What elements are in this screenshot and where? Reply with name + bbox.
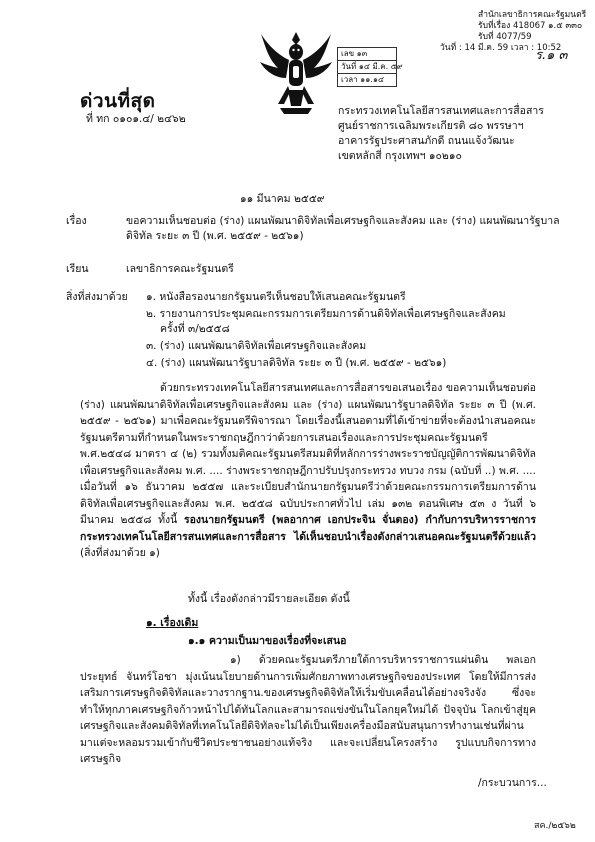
center-stamp-row: วันที่ ๑๔ มี.ค. ๕๙ [338,61,396,74]
sender-address-line: ศูนย์ราชการเฉลิมพระเกียรติ ๘๐ พรรษาฯ [338,120,524,132]
center-stamp [337,47,403,87]
sender-address-line: กระทรวงเทคโนโลยีสารสนเทศและการสื่อสาร [338,105,544,117]
sender-address [338,104,544,164]
recipient-label: เรียน [66,263,89,275]
details-intro: ทั้งนี้ เรื่องดังกล่าวมีรายละเอียด ดังนี้ [188,593,350,605]
subject-line: ขอความเห็นชอบต่อ (ร่าง) แผนพัฒนาดิจิทัลเพื่อเศรษฐกิจและสังคม และ (ร่าง) แผนพัฒนารัฐบาล [126,215,560,227]
subject-label: เรื่อง [66,215,87,227]
receipt-stamp-date: วันที่ : 14 มี.ค. 59 เวลา : 10:52 [440,43,562,53]
enclosure-list [146,290,506,371]
footer-code: สค./๒๕๖๒ [534,821,576,831]
section-title: ๑. เรื่องเดิม [146,617,199,629]
letter-date: ๑๑ มีนาคม ๒๕๕๙ [240,193,325,205]
receipt-stamp-number: รับที่เรื่อง 418067 ๑.๕ ๓๓๐ [478,21,583,31]
body-paragraph [80,380,536,562]
sender-address-line: เขตหลักสี่ กรุงเทพฯ ๑๐๒๑๐ [338,150,462,162]
enclosure-item: ๔. (ร่าง) แผนพัฒนารัฐบาลดิจิทัล ระยะ ๓ ปี (พ.ศ. ๒๕๕๙ - ๒๕๖๑) [146,357,447,369]
subject-text [126,214,560,244]
sender-address-line: อาคารรัฐประศาสนภักดี ถนนแจ้งวัฒนะ [338,135,515,147]
receipt-stamp-number-2: รับที่ 4077/59 [478,32,532,42]
body-tail: (สิ่งที่ส่งมาด้วย ๑) [80,547,160,559]
receipt-stamp [440,10,587,54]
recipient-text: เลขาธิการคณะรัฐมนตรี [126,263,234,275]
receipt-stamp-org: สำนักเลขาธิการคณะรัฐมนตรี [478,10,587,20]
enclosure-item: ๑. หนังสือรองนายกรัฐมนตรีเห็นชอบให้เสนอคณะรัฐมนตรี [146,291,406,303]
body-bold-text: รองนายกรัฐมนตรี (พลอากาศ เอกประจิน จั่นตอง) กำกับการบริหารราชการกระทรวงเทคโนโลยีสารสนเทศและการสื่อสาร ได้เห็นชอบนำเรื่องดังกล่าวเสนอคณะรัฐมนตรีด้วยแล้ว [80,514,536,543]
continued-marker: /กระบวนการ... [478,777,547,789]
subsection-heading: ๑.๑ ความเป็นมาของเรื่องที่จะเสนอ [188,635,347,647]
enclosure-item: ๒. รายงานการประชุมคณะกรรมการเตรียมการด้านดิจิทัลเพื่อเศรษฐกิจและสังคม [146,308,506,320]
section-heading [146,616,198,631]
enclosure-item: ครั้งที่ ๓/๒๕๕๘ [160,323,230,335]
enclosures-label: สิ่งที่ส่งมาด้วย [66,291,128,303]
urgency-label: ด่วนที่สุด [80,90,156,112]
document-number: ที่ ทก ๐๑๐๑.๔/ ๒๔๖๒ [86,113,186,125]
center-stamp-row: เลข ๑๓ [338,48,396,61]
sub-paragraph: ๑) ด้วยคณะรัฐมนตรีภายใต้การบริหารราชการแผ่นดิน พลเอก ประยุทธ์ จันทร์โอชา มุ่งเน้นนโยบายด้านการเพิ่มศักยภาพทางเศรษฐกิจของประเทศ โดยให้มีการส่งเสริมการเศรษฐกิจดิจิทัลและวางรากฐาน.ของเศรษฐกิจดิจิทัลให้เริ่มขับเคลื่อนได้อย่างจริงจัง ซึ่งจะทำให้ทุกภาคเศรษฐกิจก้าวหน้าไปได้ทันโลกและสามารถแข่งขันในโลกยุคใหม่ได้ ปัจจุบัน โลกเข้าสู่ยุคเศรษฐกิจและสังคมดิจิทัลที่เทคโนโลยีดิจิทัลจะไม่ได้เป็นเพียงเครื่องมือสนับสนุนการทำงานเช่นที่ผ่านมาแต่จะหลอมรวมเข้ากับชีวิตประชาชนอย่างแท้จริง และจะเปลี่ยนโครงสร้าง รูปแบบกิจการทางเศรษฐกิจ [80,654,536,765]
body-text: ด้วยกระทรวงเทคโนโลยีสารสนเทศและการสื่อสารขอเสนอเรื่อง ขอความเห็นชอบต่อ (ร่าง) แผนพัฒนาดิจิทัลเพื่อเศรษฐกิจและสังคม และ (ร่าง) แผนพัฒนารัฐบาลดิจิทัล ระยะ ๓ ปี (พ.ศ. ๒๕๕๙ - ๒๕๖๑) มาเพื่อคณะรัฐมนตรีพิจารณา โดยเรื่องนี้เสนอตามที่ได้เข้าข่ายที่จะต้องนำเสนอคณะรัฐมนตรีตามที่กำหนดในพระราชกฤษฎีกาว่าด้วยการเสนอเรื่องและการประชุมคณะรัฐมนตรี พ.ศ.๒๕๔๘ มาตรา ๔ (๒) รวมทั้งมติคณะรัฐมนตรีสมมติที่หลักการร่างพระราชบัญญัติการพัฒนาดิจิทัลเพื่อเศรษฐกิจและสังคม พ.ศ. .... ร่างพระราชกฤษฎีกาปรับปรุงกระทรวง ทบวง กรม (ฉบับที่ ..) พ.ศ. .... เมื่อวันที่ ๑๖ ธันวาคม ๒๕๕๗ และระเบียบสำนักนายกรัฐมนตรีว่าด้วยคณะกรรมการเตรียมการด้านดิจิทัลเพื่อเศรษฐกิจและสังคม พ.ศ. ๒๕๕๘ ฉบับประกาศทั่วไป เล่ม ๑๓๒ ตอนพิเศษ ๕๓ ง วันที่ ๖ มีนาคม ๒๕๕๘ ทั้งนี้ [80,382,536,526]
center-stamp-row: เวลา ๑๑.๑๔ [341,75,384,84]
handwritten-initial: ร.๑ ๓ [535,48,568,63]
enclosure-item: ๓. (ร่าง) แผนพัฒนาดิจิทัลเพื่อเศรษฐกิจและสังคม [146,340,367,352]
garuda-emblem [258,28,334,118]
subject-line: ดิจิทัล ระยะ ๓ ปี (พ.ศ. ๒๕๕๙ - ๒๕๖๑) [126,230,304,242]
